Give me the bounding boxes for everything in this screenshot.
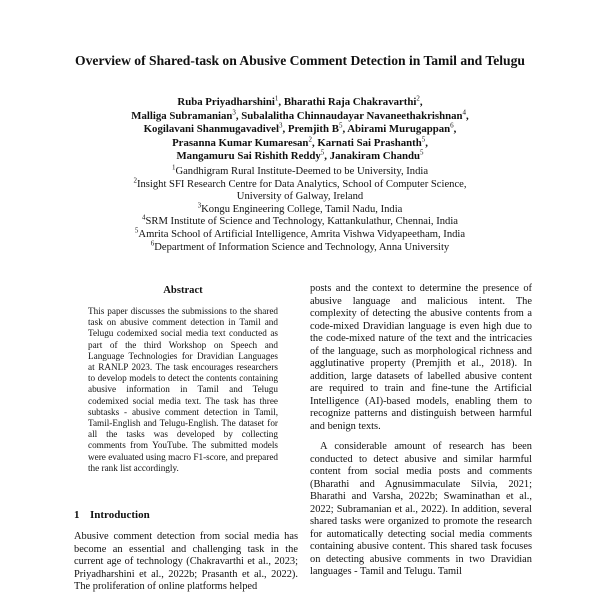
section-title: Introduction: [90, 509, 150, 521]
affiliation-line: [60, 176, 540, 192]
affiliation-text: University of Galway, Ireland: [236, 191, 364, 203]
body-paragraph: A considerable amount of research has been conducted to detect abusive and similar harmful content from social media posts and comments (Bharathi and Agnusimmaculate Silvia, 2021; Bharathi and Varsha, 2022b; Swaminathan et al., 2022; Subramanian et al., 2022). In addition, several shared tasks were organized to promote the research for automatically detecting social media comments containing abusive content. This shared task focuses on detecting abusive comments in two Dravidian languages - Tamil and Telugu. Tamil: [310, 441, 532, 577]
author-affiliation-marker: 3: [232, 108, 236, 116]
author-affiliation-marker: 5: [421, 135, 426, 144]
author-affiliation-marker: 2: [308, 135, 312, 144]
author-affiliation-marker: 5: [338, 121, 343, 130]
section-number: 1: [74, 509, 80, 521]
affiliation-number: 1: [171, 163, 176, 172]
affiliation-line: [60, 163, 540, 179]
section-heading: [74, 509, 150, 521]
author-affiliation-marker: 2: [416, 94, 420, 103]
author-name: Abirami Murugappan: [347, 123, 451, 136]
affiliation-text: Gandhigram Rural Institute-Deemed to be University, India: [175, 166, 429, 177]
affiliation-number: 2: [133, 176, 137, 185]
author-name: Malliga Subramanian: [131, 109, 233, 122]
author-name: Ruba Priyadharshini: [177, 96, 275, 108]
affiliation-line: [60, 239, 540, 255]
author-affiliation-marker: 1: [274, 94, 279, 103]
affiliation-text: Amrita School of Artificial Intelligence, Amrita Vishwa Vidyapeetham, India: [138, 228, 466, 240]
author-name: Prasanna Kumar Kumaresan: [172, 136, 309, 149]
author-name: Premjith B: [287, 123, 339, 136]
right-column: [310, 283, 532, 587]
affiliation-text: SRM Institute of Science and Technology, Kattankulathur, Chennai, India: [145, 216, 458, 228]
author-name: Kogilavani Shanmugavadivel: [143, 123, 279, 136]
intro-paragraph: Abusive comment detection from social media has become an essential and challenging task in the current age of technology (Chakravarthi et al., 2023; Priyadharshini et al., 2022b; Prasanth et al., 2022). The proliferation of online platforms helped: [74, 531, 298, 592]
affiliation-text: Department of Information Science and Technology, Anna University: [154, 241, 450, 253]
affiliation-number: 6: [150, 239, 155, 248]
author-affiliation-marker: 3: [278, 121, 283, 130]
abstract-text: This paper discusses the submissions to the shared task on abusive comment detection in Tamil and Telugu codemixed social media text conducted as part of the third Workshop on Speech and Language Technologies for Dravidian Languages at RANLP 2023. The task encourages researchers to develop models to detect the contents containing abusive information in Tamil and Telugu codemixed social media text. The task has three subtasks - abusive comment detection in Tamil, Tamil-English and Telugu-English. The dataset for all the tasks was developed by collecting comments from YouTube. The submitted models were evaluated using macro F1-score, and prepared the rank list accordingly.: [88, 306, 278, 473]
author-name: Bharathi Raja Chakravarthi: [283, 96, 417, 108]
affiliation-number: 4: [142, 213, 146, 222]
author-affiliation-marker: 5: [420, 148, 424, 157]
affiliation-line: [60, 213, 540, 229]
author-name: Karnati Sai Prashanth: [317, 136, 422, 149]
author-name: Janakiram Chandu: [329, 150, 420, 163]
affiliation-line: [60, 191, 540, 204]
author-affiliation-marker: 4: [462, 108, 466, 116]
affiliation-line: [60, 226, 540, 242]
affiliation-number: 5: [134, 226, 139, 235]
affiliation-number: 3: [197, 201, 202, 210]
paper-title: Overview of Shared-task on Abusive Comment Detection in Tamil and Telugu: [75, 53, 525, 68]
affiliation-list: [60, 163, 540, 254]
body-paragraph: posts and the context to determine the presence of abusive language and malicious intent. The complexity of detecting the abusive contents from a code-mixed Dravidian language is even high due to the code-mixed nature of the text and the intricacies of the language, such as morphological richness and agglutinative property (Premjith et al., 2018). In addition, large datasets of labelled abusive content are required to train and fine-tune the Artificial Intelligence (AI)-based models, enabling them to recognize patterns and distinguish between harmful and benign texts.: [310, 283, 532, 432]
author-name: Mangamuru Sai Rishith Reddy: [176, 150, 321, 163]
author-affiliation-marker: 6: [450, 121, 454, 130]
author-list: Ruba Priyadharshini$^1$, Bharathi Raja Chakravarthi$^2$, Malliga Subramanian$^3$, Subalalitha Chinnaudayar Navaneethakrishnan$^4$, Kogilavani Shanmugavadivel$^3$, Premjith $B^5$, Abirami Murugappan$^6$, Prasanna Kumar Kumaresan$^2$, Karnati Sai Prashanth$^5$, Mangamuru Sai Rishith Reddy$^5$, Janakiram Chandu$^5$: [131, 94, 469, 163]
affiliation-line: [60, 201, 540, 217]
abstract-heading: Abstract: [163, 285, 203, 296]
author-name: Subalalitha Chinnaudayar Navaneethakrishnan: [241, 109, 463, 122]
affiliation-text: Insight SFI Research Centre for Data Analytics, School of Computer Science,: [136, 178, 467, 190]
affiliation-text: Kongu Engineering College, Tamil Nadu, India: [201, 203, 403, 215]
author-affiliation-marker: 5: [320, 148, 325, 157]
